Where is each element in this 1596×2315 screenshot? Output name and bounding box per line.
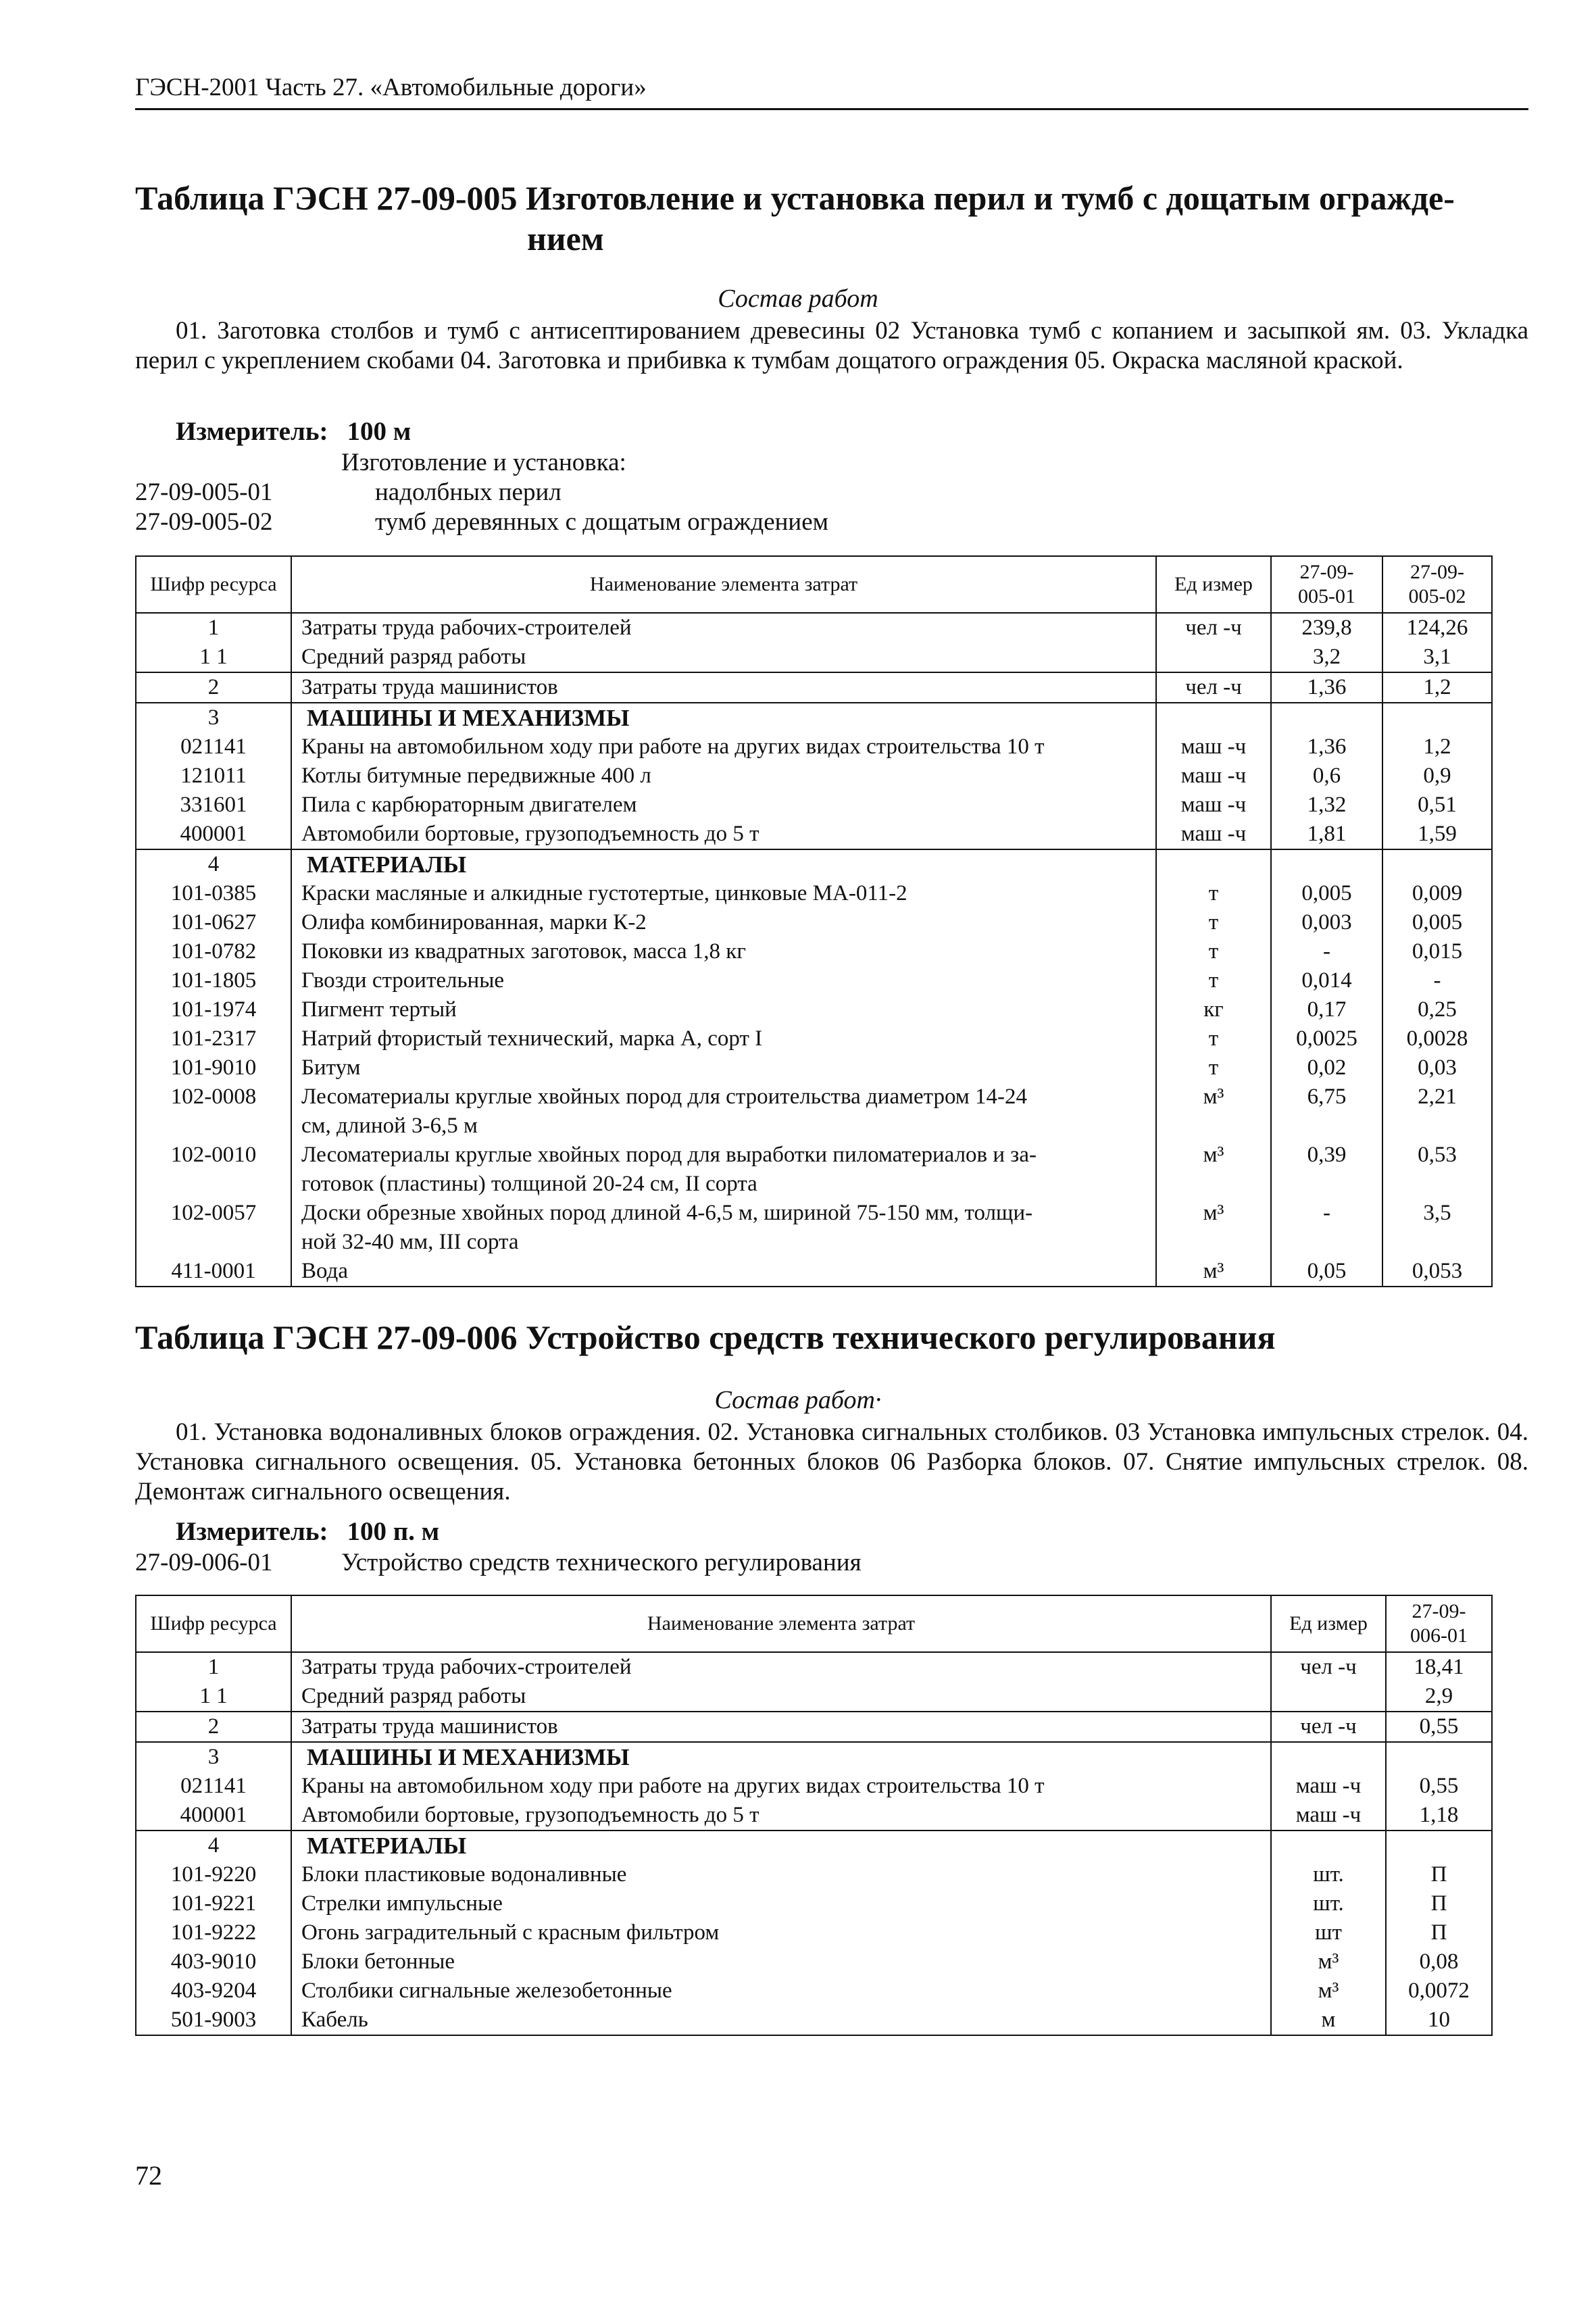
cell-code: 101-0385	[136, 879, 291, 908]
cell-v1: 0,02	[1271, 1053, 1382, 1082]
cell-v1: 0,55	[1386, 1712, 1492, 1742]
table2-costs	[135, 1595, 1493, 2036]
table-row	[136, 879, 1492, 908]
cell-v2: 0,53	[1382, 1141, 1492, 1170]
cell-code: 101-0782	[136, 937, 291, 966]
table-row	[136, 762, 1492, 791]
table-row	[136, 2006, 1492, 2035]
cell-v1	[1271, 1228, 1382, 1257]
cell-v1: П	[1386, 1889, 1492, 1918]
table-row	[136, 1228, 1492, 1257]
page-number: 72	[135, 2160, 162, 2191]
cell-name: Краны на автомобильном ходу при работе на других видах строительства 10 т	[291, 732, 1156, 762]
cell-code: 102-0057	[136, 1199, 291, 1228]
table-row	[136, 908, 1492, 937]
cell-v1: 0,0072	[1386, 1976, 1492, 2006]
cell-v1: 1,18	[1386, 1801, 1492, 1831]
cell-v1: 0,005	[1271, 879, 1382, 908]
table1-title-line1: Таблица ГЭСН 27-09-005 Изготовление и установка перил и тумб с дощатым огражде-	[135, 179, 1455, 217]
cell-name: Вода	[291, 1257, 1156, 1287]
table2-work-text: 01. Установка водоналивных блоков ограждения. 02. Установка сигнальных столбиков. 03 Установка импульсных стрелок. 04. Установка сигнального освещения. 05. Установка бетонных блоков 06 Разборка блоков. 07. Снятие импульсных стрелок. 08. Демонтаж сигнального освещения.	[135, 1418, 1528, 1505]
cell-v1	[1271, 703, 1382, 732]
cell-name: Автомобили бортовые, грузоподъемность до 5 т	[291, 820, 1156, 849]
cell-name: ной 32-40 мм, III сорта	[291, 1228, 1156, 1257]
col-unit-header: Ед измер	[1271, 1595, 1386, 1652]
cell-v1: 0,17	[1271, 995, 1382, 1024]
cell-code: 4	[136, 1831, 291, 1860]
cell-name: МАШИНЫ И МЕХАНИЗМЫ	[291, 1742, 1271, 1772]
cell-unit: т	[1156, 966, 1271, 995]
cell-unit: т	[1156, 937, 1271, 966]
cell-v2	[1382, 703, 1492, 732]
table-row	[136, 1024, 1492, 1053]
table1-work-text: 01. Заготовка столбов и тумб с антисептированием древесины 02 Установка тумб с копанием и засыпкой ям. 03. Укладка перил с укреплением скобами 04. Заготовка и прибивка к тумбам дощатого ограждения 05. Окраска масляной краской.	[135, 317, 1528, 374]
table1-item-code-1: 27-09-005-01	[135, 478, 273, 506]
col-code-header: Шифр ресурса	[136, 1595, 291, 1652]
cell-name: Поковки из квадратных заготовок, масса 1,8 кг	[291, 937, 1156, 966]
cell-unit: т	[1156, 879, 1271, 908]
cell-name: Блоки пластиковые водоналивные	[291, 1860, 1271, 1889]
cell-name: Пигмент тертый	[291, 995, 1156, 1024]
cell-unit	[1271, 1831, 1386, 1860]
cell-unit: чел -ч	[1271, 1652, 1386, 1682]
cell-name: Затраты труда рабочих-строителей	[291, 1652, 1271, 1682]
cell-v1: 0,6	[1271, 762, 1382, 791]
cell-code: 400001	[136, 820, 291, 849]
table2-item-code: 27-09-006-01	[135, 1549, 273, 1576]
cell-unit: чел -ч	[1156, 613, 1271, 643]
cell-name: Олифа комбинированная, марки К-2	[291, 908, 1156, 937]
cell-v2: 0,51	[1382, 791, 1492, 820]
cell-v1: 2,9	[1386, 1682, 1492, 1712]
cell-name: Средний разряд работы	[291, 643, 1156, 672]
cell-v1: 0,0025	[1271, 1024, 1382, 1053]
table1-costs	[135, 555, 1493, 1287]
cell-name: Затраты труда машинистов	[291, 1712, 1271, 1742]
table-row	[136, 1141, 1492, 1170]
col-v1-header: 27-09- 006-01	[1386, 1595, 1492, 1652]
cell-code	[136, 1228, 291, 1257]
cell-unit: т	[1156, 908, 1271, 937]
cell-name: Огонь заградительный с красным фильтром	[291, 1918, 1271, 1947]
cell-v1: 239,8	[1271, 613, 1382, 643]
table-row	[136, 1947, 1492, 1976]
cell-v1: 1,36	[1271, 672, 1382, 703]
cell-v1: 0,05	[1271, 1257, 1382, 1287]
col-v2-header: 27-09- 005-02	[1382, 556, 1492, 613]
cell-unit	[1156, 1228, 1271, 1257]
cell-code: 021141	[136, 732, 291, 762]
cell-v1	[1271, 849, 1382, 879]
cell-v2: 0,0028	[1382, 1024, 1492, 1053]
col-name-header: Наименование элемента затрат	[291, 1595, 1271, 1652]
cell-code: 1 1	[136, 1682, 291, 1712]
cell-v2: 0,03	[1382, 1053, 1492, 1082]
table-row	[136, 732, 1492, 762]
cell-name: см, длиной 3-6,5 м	[291, 1112, 1156, 1141]
table-row	[136, 643, 1492, 672]
cell-v1: -	[1271, 937, 1382, 966]
table2-header-row	[136, 1595, 1492, 1652]
meter-label: Измеритель:	[176, 1517, 328, 1546]
cell-code: 101-2317	[136, 1024, 291, 1053]
cell-unit: маш -ч	[1156, 820, 1271, 849]
cell-unit	[1156, 1170, 1271, 1199]
cell-name: Затраты труда рабочих-строителей	[291, 613, 1156, 643]
cell-v2	[1382, 849, 1492, 879]
cell-v2: 0,053	[1382, 1257, 1492, 1287]
cell-name: МАТЕРИАЛЫ	[291, 849, 1156, 879]
cell-name: Автомобили бортовые, грузоподъемность до 5 т	[291, 1801, 1271, 1831]
cell-name: Блоки бетонные	[291, 1947, 1271, 1976]
cell-unit: т	[1156, 1053, 1271, 1082]
cell-v1: 1,36	[1271, 732, 1382, 762]
cell-name: МАТЕРИАЛЫ	[291, 1831, 1271, 1860]
running-title: ГЭСН-2001 Часть 27. «Автомобильные дороги»	[135, 74, 647, 101]
table-row	[136, 1889, 1492, 1918]
cell-v2: 124,26	[1382, 613, 1492, 643]
cell-code: 3	[136, 703, 291, 732]
cell-name: Кабель	[291, 2006, 1271, 2035]
cell-unit: м³	[1271, 1947, 1386, 1976]
cell-code: 1	[136, 613, 291, 643]
cell-code: 021141	[136, 1772, 291, 1801]
cell-unit: маш -ч	[1156, 791, 1271, 820]
cell-v1: -	[1271, 1199, 1382, 1228]
table-row	[136, 1170, 1492, 1199]
cell-v2: 2,21	[1382, 1082, 1492, 1112]
cell-code: 411-0001	[136, 1257, 291, 1287]
cell-unit: шт.	[1271, 1860, 1386, 1889]
cell-v1: 6,75	[1271, 1082, 1382, 1112]
table-row	[136, 1199, 1492, 1228]
cell-unit: м³	[1156, 1082, 1271, 1112]
cell-name: Пила с карбюраторным двигателем	[291, 791, 1156, 820]
cell-unit: шт	[1271, 1918, 1386, 1947]
cell-code: 101-0627	[136, 908, 291, 937]
cell-code: 1 1	[136, 643, 291, 672]
table-row	[136, 1112, 1492, 1141]
cell-code: 1	[136, 1652, 291, 1682]
table-row	[136, 1082, 1492, 1112]
cell-name: Средний разряд работы	[291, 1682, 1271, 1712]
cell-v1	[1271, 1112, 1382, 1141]
cell-code	[136, 1170, 291, 1199]
table-row	[136, 966, 1492, 995]
table-row	[136, 613, 1492, 643]
cell-code: 102-0008	[136, 1082, 291, 1112]
table2-meter	[176, 1516, 439, 1547]
cell-code: 4	[136, 849, 291, 879]
cell-v1: 3,2	[1271, 643, 1382, 672]
table-row	[136, 1801, 1492, 1831]
table-row	[136, 1652, 1492, 1682]
cell-v1: 0,08	[1386, 1947, 1492, 1976]
cell-code: 3	[136, 1742, 291, 1772]
table-row	[136, 1712, 1492, 1742]
cell-v2: 0,005	[1382, 908, 1492, 937]
cell-unit: м	[1271, 2006, 1386, 2035]
cell-code: 400001	[136, 1801, 291, 1831]
cell-code: 101-9221	[136, 1889, 291, 1918]
cell-name: готовок (пластины) толщиной 20-24 см, II сорта	[291, 1170, 1156, 1199]
cell-unit: маш -ч	[1156, 762, 1271, 791]
cell-code	[136, 1112, 291, 1141]
cell-name: Лесоматериалы круглые хвойных пород для выработки пиломатериалов и за-	[291, 1141, 1156, 1170]
cell-name: Затраты труда машинистов	[291, 672, 1156, 703]
cell-v2: 0,25	[1382, 995, 1492, 1024]
cell-v1: 0,003	[1271, 908, 1382, 937]
cell-v2: 1,2	[1382, 732, 1492, 762]
meter-value: 100 п. м	[347, 1517, 440, 1546]
cell-v2: 3,1	[1382, 643, 1492, 672]
cell-unit	[1156, 849, 1271, 879]
cell-v2	[1382, 1228, 1492, 1257]
cell-code: 331601	[136, 791, 291, 820]
cell-unit: м³	[1156, 1257, 1271, 1287]
cell-v1: 18,41	[1386, 1652, 1492, 1682]
cell-name: Лесоматериалы круглые хвойных пород для строительства диаметром 14-24	[291, 1082, 1156, 1112]
table-row	[136, 1918, 1492, 1947]
cell-code: 501-9003	[136, 2006, 291, 2035]
table-row	[136, 1257, 1492, 1287]
table-row	[136, 1831, 1492, 1860]
col-name-header: Наименование элемента затрат	[291, 556, 1156, 613]
table-row	[136, 703, 1492, 732]
cell-unit: маш -ч	[1271, 1772, 1386, 1801]
cell-v1: П	[1386, 1860, 1492, 1889]
cell-unit: м³	[1156, 1199, 1271, 1228]
cell-name: Натрий фтористый технический, марка А, сорт I	[291, 1024, 1156, 1053]
cell-v1: 1,81	[1271, 820, 1382, 849]
table-row	[136, 849, 1492, 879]
cell-v2: 3,5	[1382, 1199, 1492, 1228]
table1-item-code-2: 27-09-005-02	[135, 508, 273, 536]
table1-meter	[176, 416, 411, 447]
meter-value: 100 м	[347, 417, 412, 446]
header-rule	[135, 108, 1528, 110]
cell-unit	[1156, 1112, 1271, 1141]
cell-v2: 1,59	[1382, 820, 1492, 849]
cell-v2: -	[1382, 966, 1492, 995]
cell-name: Котлы битумные передвижные 400 л	[291, 762, 1156, 791]
cell-v1: 0,014	[1271, 966, 1382, 995]
cell-name: Краны на автомобильном ходу при работе на других видах строительства 10 т	[291, 1772, 1271, 1801]
cell-v1: 0,39	[1271, 1141, 1382, 1170]
cell-code: 101-1805	[136, 966, 291, 995]
table2-item-text: Устройство средств технического регулирования	[341, 1549, 862, 1576]
cell-code: 2	[136, 672, 291, 703]
table1-header-row	[136, 556, 1492, 613]
cell-code: 102-0010	[136, 1141, 291, 1170]
cell-v2: 1,2	[1382, 672, 1492, 703]
table-row	[136, 672, 1492, 703]
cell-unit	[1271, 1682, 1386, 1712]
cell-code: 101-9010	[136, 1053, 291, 1082]
cell-unit	[1156, 643, 1271, 672]
table2-title: Таблица ГЭСН 27-09-006 Устройство средств технического регулирования	[135, 1318, 1276, 1356]
cell-v1	[1271, 1170, 1382, 1199]
cell-v2: 0,015	[1382, 937, 1492, 966]
cell-code: 403-9010	[136, 1947, 291, 1976]
cell-v1: 1,32	[1271, 791, 1382, 820]
cell-v2: 0,009	[1382, 879, 1492, 908]
table-row	[136, 820, 1492, 849]
table-row	[136, 791, 1492, 820]
cell-name: Столбики сигнальные железобетонные	[291, 1976, 1271, 2006]
cell-code: 2	[136, 1712, 291, 1742]
cell-unit: маш -ч	[1271, 1801, 1386, 1831]
meter-label: Измеритель:	[176, 417, 328, 446]
col-unit-header: Ед измер	[1156, 556, 1271, 613]
cell-v1	[1386, 1742, 1492, 1772]
cell-v2	[1382, 1112, 1492, 1141]
table-row	[136, 1053, 1492, 1082]
cell-v2: 0,9	[1382, 762, 1492, 791]
cell-unit: т	[1156, 1024, 1271, 1053]
cell-code: 121011	[136, 762, 291, 791]
table-row	[136, 1976, 1492, 2006]
table-row	[136, 995, 1492, 1024]
table-row	[136, 1742, 1492, 1772]
col-v1-header: 27-09- 005-01	[1271, 556, 1382, 613]
cell-v2	[1382, 1170, 1492, 1199]
cell-name: Битум	[291, 1053, 1156, 1082]
cell-unit: кг	[1156, 995, 1271, 1024]
table-row	[136, 1860, 1492, 1889]
cell-name: Краски масляные и алкидные густотертые, цинковые МА-011-2	[291, 879, 1156, 908]
cell-unit: шт.	[1271, 1889, 1386, 1918]
cell-name: Доски обрезные хвойных пород длиной 4-6,5 м, шириной 75-150 мм, толщи-	[291, 1199, 1156, 1228]
cell-unit	[1271, 1742, 1386, 1772]
cell-unit: чел -ч	[1156, 672, 1271, 703]
cell-v1: 0,55	[1386, 1772, 1492, 1801]
cell-code: 403-9204	[136, 1976, 291, 2006]
table1-work-caption: Состав работ	[718, 284, 878, 313]
cell-code: 101-1974	[136, 995, 291, 1024]
cell-unit: чел -ч	[1271, 1712, 1386, 1742]
table-row	[136, 1682, 1492, 1712]
table-row	[136, 937, 1492, 966]
table2-work-caption: Состав работ·	[714, 1386, 882, 1414]
cell-code: 101-9220	[136, 1860, 291, 1889]
cell-unit	[1156, 703, 1271, 732]
table1-intro: Изготовление и установка:	[341, 449, 626, 476]
cell-name: МАШИНЫ И МЕХАНИЗМЫ	[291, 703, 1156, 732]
cell-name: Гвозди строительные	[291, 966, 1156, 995]
table-row	[136, 1772, 1492, 1801]
cell-name: Стрелки импульсные	[291, 1889, 1271, 1918]
cell-unit: м³	[1156, 1141, 1271, 1170]
cell-v1: П	[1386, 1918, 1492, 1947]
table1-item-text-2: тумб деревянных с дощатым ограждением	[375, 508, 829, 536]
table1-title-line2: нием	[527, 220, 604, 257]
table1-item-text-1: надолбных перил	[375, 478, 562, 506]
cell-v1: 10	[1386, 2006, 1492, 2035]
cell-code: 101-9222	[136, 1918, 291, 1947]
cell-v1	[1386, 1831, 1492, 1860]
col-code-header: Шифр ресурса	[136, 556, 291, 613]
cell-unit: м³	[1271, 1976, 1386, 2006]
cell-unit: маш -ч	[1156, 732, 1271, 762]
